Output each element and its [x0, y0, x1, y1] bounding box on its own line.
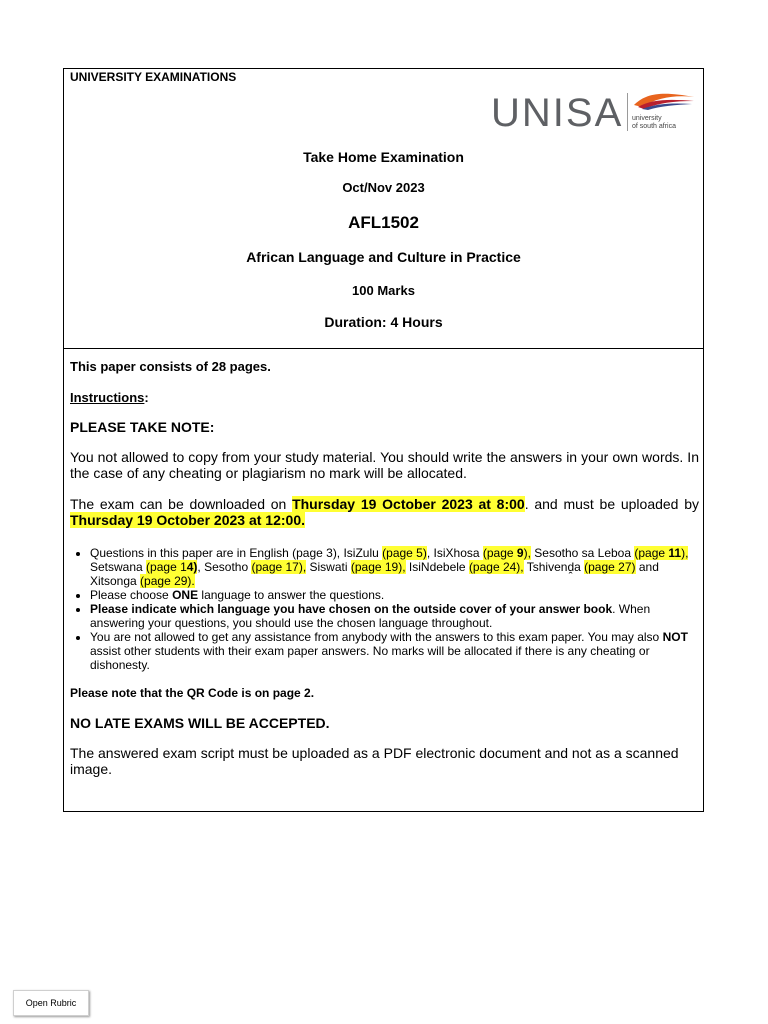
university-examinations-label: UNIVERSITY EXAMINATIONS	[70, 70, 237, 84]
no-late-exams: NO LATE EXAMS WILL BE ACCEPTED.	[70, 715, 330, 731]
module-title: African Language and Culture in Practice	[246, 249, 521, 265]
list-item-no-assistance: • You are not allowed to get any assistance from anybody with the answers to this exam paper. You may also NOT assist other students with their exam paper answers. No marks will be allocated if there is any cheating or dishonesty.	[90, 630, 699, 672]
list-item-languages: • Questions in this paper are in English (page 3), IsiZulu (page 5), IsiXhosa (page 9), Sesotho sa Leboa (page 11), Setswana (page 14), Sesotho (page 17), Siswati (page 19), IsiNdebele (page 24), Tshivenḓa (page 27) and Xitsonga (page 29).	[90, 546, 699, 588]
instructions-heading: Instructions:	[70, 390, 149, 405]
logo-divider	[627, 93, 628, 131]
upload-deadline: Thursday 19 October 2023 at 12:00.	[70, 512, 305, 528]
logo-subtitle: university of south africa	[632, 115, 676, 130]
unisa-wordmark: UNISA	[491, 91, 624, 135]
cover-body	[70, 359, 699, 777]
list-item-indicate-language: • Please indicate which language you have chosen on the outside cover of your answer book. When answering your questions, you should use the chosen language throughout.	[90, 602, 699, 630]
take-note-heading: PLEASE TAKE NOTE:	[70, 419, 215, 435]
exam-type: Take Home Examination	[303, 149, 464, 165]
exam-duration: Duration: 4 Hours	[324, 314, 443, 330]
upload-format-note: The answered exam script must be uploaded as a PDF electronic document and not as a scanned image.	[70, 745, 679, 777]
instruction-list	[70, 546, 699, 672]
download-window: The exam can be downloaded on Thursday 19 October 2023 at 8:00. and must be uploaded by Thursday 19 October 2023 at 12:00.	[70, 496, 699, 528]
qr-code-note: Please note that the QR Code is on page 2.	[70, 686, 315, 700]
total-marks: 100 Marks	[352, 283, 415, 298]
page-count: This paper consists of 28 pages.	[70, 359, 271, 374]
module-code: AFL1502	[348, 213, 419, 232]
copy-warning: You not allowed to copy from your study material. You should write the answers in your own words. In the case of any cheating or plagiarism no mark will be allocated.	[70, 449, 699, 481]
cover-header	[64, 69, 703, 349]
download-start-time: Thursday 19 October 2023 at 8:00	[292, 496, 525, 512]
list-item-choose-one: • Please choose ONE language to answer the questions.	[90, 588, 699, 602]
unisa-flag-icon	[632, 91, 696, 111]
exam-cover-frame	[63, 68, 704, 812]
exam-session: Oct/Nov 2023	[342, 180, 425, 195]
unisa-logo	[491, 91, 701, 135]
open-rubric-button[interactable]: Open Rubric	[13, 990, 89, 1016]
